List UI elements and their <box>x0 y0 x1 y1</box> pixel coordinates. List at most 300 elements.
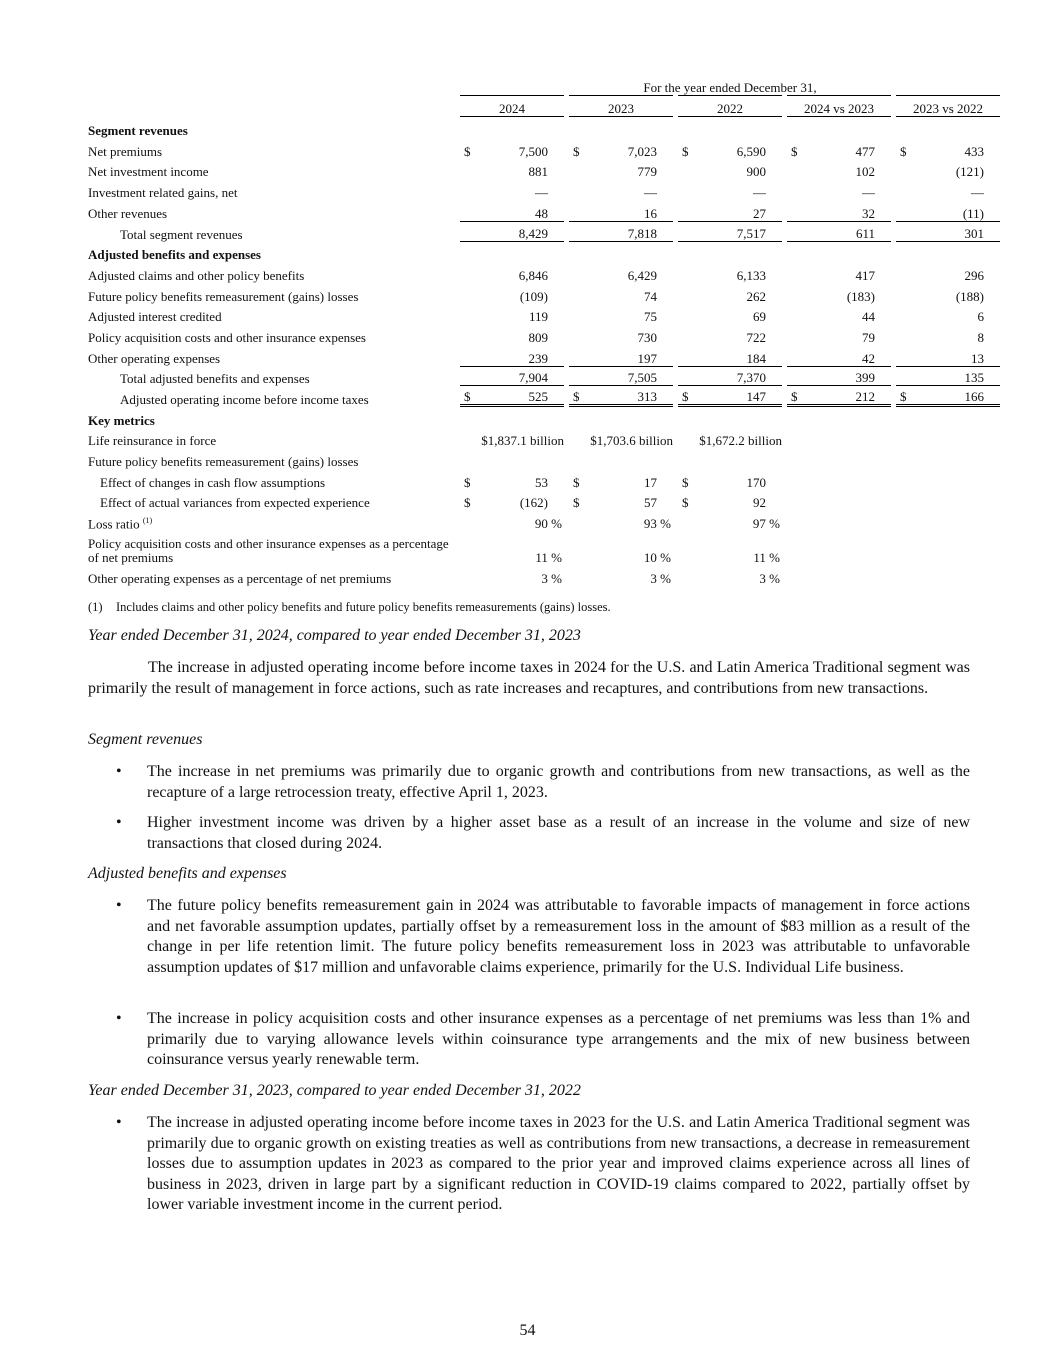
row-label-text: Adjusted benefits and expenses <box>88 247 261 263</box>
cell-value: $1,837.1 billion <box>481 433 564 449</box>
cell-value: $1,703.6 billion <box>590 433 673 449</box>
row-label-text: Effect of changes in cash flow assumptions <box>100 474 326 490</box>
table-row <box>88 200 1000 221</box>
table-row <box>88 469 1000 490</box>
cell-value: 166 <box>916 386 1000 407</box>
dollar-sign <box>787 304 807 325</box>
cell-value: 7,500 <box>518 143 548 159</box>
cell-value: 239 <box>528 350 548 366</box>
dollar-sign <box>678 262 698 283</box>
dollar-sign <box>787 366 807 387</box>
dollar-sign <box>896 159 916 180</box>
table-row <box>88 510 1000 531</box>
cell-value <box>589 242 673 263</box>
table-row <box>88 565 1000 586</box>
table-row <box>88 531 1000 565</box>
cell-value <box>916 490 1000 511</box>
footnote-text: Includes claims and other policy benefits and future policy benefits remeasurements (gains) losses. <box>116 600 611 614</box>
dollar-sign <box>678 531 698 565</box>
dollar-sign <box>896 117 916 138</box>
bullet-text: The increase in adjusted operating income before income taxes in 2023 for the U.S. and Latin America Traditional segment was primarily due to organic growth on existing treaties as well as contributions from new transactions, a decrease in remeasurement losses due to assumption updates in 2023 as compared to the prior year and improved claims experience across all lines of business in 2023, driven in large part by a significant reduction in COVID-19 claims compared to 2022, partially offset by lower variable investment income in the current period. <box>147 1114 970 1213</box>
row-label-text: Adjusted interest credited <box>88 309 222 325</box>
cell-value: 197 <box>637 350 657 366</box>
cell-value <box>807 242 891 263</box>
cell-value <box>589 117 673 138</box>
column-header: 2024 <box>460 95 564 118</box>
row-label-text: Net investment income <box>88 164 209 180</box>
dollar-sign <box>678 179 698 200</box>
table-row <box>88 262 1000 283</box>
table-row <box>88 345 1000 366</box>
dollar-sign: $ <box>464 143 471 159</box>
dollar-sign <box>569 448 589 469</box>
dollar-sign <box>569 565 589 586</box>
cell-value: 135 <box>916 366 1000 387</box>
row-label-text: Net premiums <box>88 143 163 159</box>
cell-value: (11) <box>962 205 984 221</box>
cell-value <box>807 565 891 586</box>
column-header: 2023 <box>569 95 673 118</box>
dollar-sign <box>569 345 589 366</box>
row-label <box>88 386 460 407</box>
cell-value: 417 <box>855 267 875 283</box>
cell-value: 102 <box>855 164 875 180</box>
row-label <box>88 159 460 180</box>
row-label <box>88 345 460 366</box>
row-label-text: Other operating expenses <box>88 350 221 366</box>
dollar-sign: $ <box>569 386 589 407</box>
cell-value: — <box>971 185 984 201</box>
row-label <box>88 448 460 469</box>
dollar-sign <box>896 448 916 469</box>
cell-value: 93 % <box>643 516 671 532</box>
row-label <box>88 490 460 511</box>
cell-value <box>807 117 891 138</box>
row-label <box>88 565 460 586</box>
table-row <box>88 283 1000 304</box>
bullet-item <box>88 896 970 978</box>
financial-table <box>88 74 1000 586</box>
dollar-sign <box>460 448 480 469</box>
row-label <box>88 138 460 159</box>
cell-value: 7,370 <box>698 366 782 387</box>
table-row <box>88 366 1000 387</box>
cell-value: (109) <box>519 288 548 304</box>
dollar-sign <box>678 200 698 221</box>
dollar-sign <box>569 366 589 387</box>
dollar-sign <box>460 565 480 586</box>
row-label-text: Investment related gains, net <box>88 185 238 201</box>
row-label <box>88 304 460 325</box>
cell-value <box>698 117 782 138</box>
cell-value: 7,505 <box>589 366 673 387</box>
cell-value: 74 <box>644 288 657 304</box>
row-label-text: Policy acquisition costs and other insurance expenses <box>88 329 366 345</box>
cell-value: 313 <box>589 386 673 407</box>
page-number: 54 <box>519 1322 536 1339</box>
subsection-heading: Segment revenues <box>88 731 203 748</box>
dollar-sign <box>678 242 698 263</box>
cell-value: 92 <box>753 495 766 511</box>
dollar-sign <box>460 366 480 387</box>
cell-value: — <box>753 185 766 201</box>
cell-value: 147 <box>698 386 782 407</box>
row-label <box>88 242 460 263</box>
column-header: 2022 <box>678 95 782 118</box>
dollar-sign: $ <box>460 386 480 407</box>
cell-value <box>916 510 1000 531</box>
cell-value <box>480 117 564 138</box>
row-label-text: Total segment revenues <box>120 226 243 242</box>
row-label-text: Policy acquisition costs and other insurance expenses as a percentage of net premiums <box>88 536 449 566</box>
dollar-sign <box>787 179 807 200</box>
cell-value: 900 <box>746 164 766 180</box>
cell-value: 611 <box>807 221 891 242</box>
cell-value: 53 <box>535 474 548 490</box>
cell-value: 6,846 <box>518 267 548 283</box>
cell-value: 779 <box>637 164 657 180</box>
cell-value: $1,672.2 billion <box>699 433 782 449</box>
dollar-sign <box>678 366 698 387</box>
dollar-sign <box>896 490 916 511</box>
table-row <box>88 159 1000 180</box>
dollar-sign <box>460 510 480 531</box>
dollar-sign <box>460 159 480 180</box>
row-label-text: Effect of actual variances from expected experience <box>100 495 370 511</box>
cell-value: 75 <box>644 309 657 325</box>
cell-value: 32 <box>862 205 875 221</box>
cell-value <box>807 490 891 511</box>
dollar-sign: $ <box>896 386 916 407</box>
cell-value: 44 <box>862 309 875 325</box>
cell-value <box>698 242 782 263</box>
dollar-sign <box>896 179 916 200</box>
dollar-sign <box>678 448 698 469</box>
table-row <box>88 324 1000 345</box>
dollar-sign <box>896 469 916 490</box>
cell-value: 16 <box>644 205 657 221</box>
cell-value <box>698 448 782 469</box>
cell-value <box>589 407 673 428</box>
cell-value: 6,133 <box>736 267 766 283</box>
dollar-sign: $ <box>678 386 698 407</box>
cell-value <box>807 428 891 449</box>
dollar-sign: $ <box>573 495 580 511</box>
bullet-icon: • <box>116 1010 122 1027</box>
dollar-sign <box>569 117 589 138</box>
cell-value: 7,517 <box>698 221 782 242</box>
table-row <box>88 221 1000 242</box>
column-header: 2024 vs 2023 <box>787 95 891 118</box>
cell-value: (121) <box>955 164 984 180</box>
dollar-sign <box>678 407 698 428</box>
row-label-text: Total adjusted benefits and expenses <box>120 371 310 387</box>
cell-value: 13 <box>971 350 984 366</box>
row-label-text: Adjusted operating income before income taxes <box>120 392 369 407</box>
section-heading: Year ended December 31, 2024, compared to year ended December 31, 2023 <box>88 627 581 644</box>
row-label <box>88 283 460 304</box>
cell-value: 69 <box>753 309 766 325</box>
cell-value: 6,429 <box>627 267 657 283</box>
cell-value: 3 % <box>759 570 780 586</box>
table-corner <box>88 74 460 95</box>
dollar-sign: $ <box>573 143 580 159</box>
dollar-sign <box>678 510 698 531</box>
cell-value <box>480 407 564 428</box>
dollar-sign <box>678 159 698 180</box>
dollar-sign <box>896 221 916 242</box>
row-label <box>88 179 460 200</box>
dollar-sign <box>569 510 589 531</box>
cell-value: (183) <box>846 288 875 304</box>
dollar-sign <box>896 510 916 531</box>
dollar-sign <box>460 200 480 221</box>
dollar-sign <box>896 200 916 221</box>
cell-value <box>916 565 1000 586</box>
dollar-sign <box>787 448 807 469</box>
cell-value <box>916 428 1000 449</box>
cell-value: 11 % <box>753 550 780 566</box>
cell-value: (162) <box>519 495 548 511</box>
cell-value: 79 <box>862 329 875 345</box>
column-header: 2023 vs 2022 <box>896 95 1000 118</box>
cell-value: 433 <box>964 143 984 159</box>
cell-value <box>916 469 1000 490</box>
cell-value <box>589 448 673 469</box>
dollar-sign <box>896 366 916 387</box>
cell-value <box>807 407 891 428</box>
row-label <box>88 366 460 387</box>
bullet-icon: • <box>116 763 122 780</box>
dollar-sign <box>896 345 916 366</box>
table-caption: For the year ended December 31, <box>643 79 817 95</box>
row-label <box>88 531 460 565</box>
dollar-sign: $ <box>682 143 689 159</box>
dollar-sign <box>460 242 480 263</box>
dollar-sign <box>460 345 480 366</box>
row-label-text: Future policy benefits remeasurement (gains) losses <box>88 454 359 470</box>
cell-value: 170 <box>746 474 766 490</box>
dollar-sign: $ <box>900 143 907 159</box>
cell-value: — <box>644 185 657 201</box>
cell-value: 8,429 <box>480 221 564 242</box>
cell-value: (188) <box>955 288 984 304</box>
dollar-sign <box>460 324 480 345</box>
table-row <box>88 304 1000 325</box>
section-heading: Year ended December 31, 2023, compared to year ended December 31, 2022 <box>88 1082 581 1099</box>
cell-value: 525 <box>480 386 564 407</box>
table-row <box>88 386 1000 407</box>
dollar-sign <box>896 428 916 449</box>
dollar-sign: $ <box>682 495 689 511</box>
dollar-sign <box>460 283 480 304</box>
dollar-sign <box>896 324 916 345</box>
cell-value <box>480 242 564 263</box>
dollar-sign: $ <box>464 495 471 511</box>
row-label-text: Adjusted claims and other policy benefits <box>88 267 305 283</box>
row-label <box>88 221 460 242</box>
dollar-sign <box>569 159 589 180</box>
dollar-sign <box>787 221 807 242</box>
dollar-sign <box>787 262 807 283</box>
dollar-sign <box>678 117 698 138</box>
cell-value: 262 <box>746 288 766 304</box>
cell-value: 7,818 <box>589 221 673 242</box>
dollar-sign <box>787 200 807 221</box>
cell-value: 42 <box>862 350 875 366</box>
cell-value <box>916 242 1000 263</box>
cell-value: 881 <box>528 164 548 180</box>
cell-value: 722 <box>746 329 766 345</box>
table-row <box>88 490 1000 511</box>
dollar-sign <box>460 531 480 565</box>
cell-value <box>807 510 891 531</box>
dollar-sign <box>787 428 807 449</box>
bullet-text: The increase in policy acquisition costs and other insurance expenses as a percentage of net premiums was less than 1% and primarily due to varying allowance levels within coinsurance type arrangements and the mix of new business between coinsurance versus yearly renewable term. <box>147 1010 970 1068</box>
row-label-text: Segment revenues <box>88 123 188 139</box>
cell-value: 212 <box>807 386 891 407</box>
bullet-item <box>88 762 970 803</box>
cell-value: 3 % <box>541 570 562 586</box>
dollar-sign <box>460 221 480 242</box>
row-label <box>88 200 460 221</box>
dollar-sign <box>569 304 589 325</box>
row-label <box>88 510 460 531</box>
dollar-sign <box>460 262 480 283</box>
dollar-sign <box>569 200 589 221</box>
bullet-item <box>88 1113 970 1216</box>
dollar-sign <box>460 407 480 428</box>
cell-value: 7,904 <box>480 366 564 387</box>
dollar-sign <box>787 242 807 263</box>
dollar-sign <box>787 283 807 304</box>
cell-value <box>807 531 891 565</box>
dollar-sign <box>569 221 589 242</box>
table-row <box>88 428 1000 449</box>
bullet-item <box>88 813 970 854</box>
dollar-sign <box>569 531 589 565</box>
dollar-sign <box>678 324 698 345</box>
cell-value: 477 <box>855 143 875 159</box>
dollar-sign <box>569 407 589 428</box>
bullet-icon: • <box>116 814 122 831</box>
cell-value: 27 <box>753 205 766 221</box>
dollar-sign <box>787 510 807 531</box>
bullet-text: The increase in net premiums was primarily due to organic growth and contributions from new transactions, as well as the recapture of a large retrocession treaty, effective April 1, 2023. <box>147 763 970 801</box>
cell-value: 90 % <box>534 516 562 532</box>
row-label-text: Life reinsurance in force <box>88 433 217 449</box>
bullet-icon: • <box>116 897 122 914</box>
dollar-sign <box>896 262 916 283</box>
dollar-sign <box>896 304 916 325</box>
row-label <box>88 469 460 490</box>
dollar-sign <box>678 221 698 242</box>
dollar-sign <box>896 531 916 565</box>
cell-value: 48 <box>535 205 548 221</box>
dollar-sign: $ <box>464 474 471 490</box>
dollar-sign <box>569 242 589 263</box>
dollar-sign <box>569 283 589 304</box>
column-header-row <box>88 95 1000 118</box>
table-row <box>88 138 1000 159</box>
dollar-sign <box>787 490 807 511</box>
dollar-sign <box>896 242 916 263</box>
cell-value: 809 <box>528 329 548 345</box>
row-label <box>88 428 460 449</box>
bullet-text: The future policy benefits remeasurement gain in 2024 was attributable to favorable impacts of management in force actions and net favorable assumption updates, partially offset by a remeasurement loss in the amount of $83 million as a result of the change in per life retention limit. The future policy benefits remeasurement loss in 2023 was attributable to unfavorable assumption updates of $17 million and unfavorable claims experience, primarily for the U.S. Individual Life business. <box>147 897 970 976</box>
cell-value: 399 <box>807 366 891 387</box>
cell-value: 97 % <box>752 516 780 532</box>
footnote-marker: (1) <box>88 600 103 614</box>
bullet-item <box>88 1009 970 1071</box>
table-row <box>88 407 1000 428</box>
table-corner <box>88 95 460 118</box>
dollar-sign <box>787 565 807 586</box>
cell-value: 301 <box>916 221 1000 242</box>
cell-value: 7,023 <box>627 143 657 159</box>
dollar-sign <box>460 304 480 325</box>
row-label <box>88 117 460 138</box>
dollar-sign: $ <box>573 474 580 490</box>
row-label <box>88 262 460 283</box>
cell-value: 730 <box>637 329 657 345</box>
dollar-sign <box>569 179 589 200</box>
footnote <box>88 600 611 615</box>
dollar-sign <box>678 345 698 366</box>
cell-value <box>916 448 1000 469</box>
cell-value: 6 <box>977 309 984 325</box>
cell-value: 11 % <box>535 550 562 566</box>
dollar-sign: $ <box>787 386 807 407</box>
dollar-sign <box>460 117 480 138</box>
dollar-sign <box>787 117 807 138</box>
row-label-text: Other revenues <box>88 205 168 221</box>
dollar-sign <box>569 324 589 345</box>
row-label <box>88 324 460 345</box>
cell-value: 57 <box>644 495 657 511</box>
cell-value <box>916 117 1000 138</box>
dollar-sign <box>569 262 589 283</box>
dollar-sign <box>787 345 807 366</box>
subsection-heading: Adjusted benefits and expenses <box>88 865 287 882</box>
cell-value: 296 <box>964 267 984 283</box>
dollar-sign <box>787 324 807 345</box>
dollar-sign <box>460 179 480 200</box>
bullet-text: Higher investment income was driven by a higher asset base as a result of an increase in the volume and size of new transactions that closed during 2024. <box>147 814 970 852</box>
dollar-sign <box>787 159 807 180</box>
table-row <box>88 179 1000 200</box>
cell-value: 184 <box>746 350 766 366</box>
cell-value <box>916 407 1000 428</box>
cell-value: 3 % <box>650 570 671 586</box>
dollar-sign <box>678 283 698 304</box>
cell-value: 8 <box>977 329 984 345</box>
cell-value <box>698 407 782 428</box>
row-label-text: Other operating expenses as a percentage of net premiums <box>88 570 392 586</box>
dollar-sign <box>787 469 807 490</box>
footnote-ref: (1) <box>142 515 153 525</box>
cell-value: 10 % <box>643 550 671 566</box>
dollar-sign <box>896 283 916 304</box>
table-row <box>88 117 1000 138</box>
cell-value <box>480 448 564 469</box>
dollar-sign <box>787 531 807 565</box>
row-label-text: Future policy benefits remeasurement (gains) losses <box>88 288 359 304</box>
dollar-sign: $ <box>682 474 689 490</box>
dollar-sign: $ <box>791 143 798 159</box>
row-label <box>88 407 460 428</box>
dollar-sign <box>787 407 807 428</box>
